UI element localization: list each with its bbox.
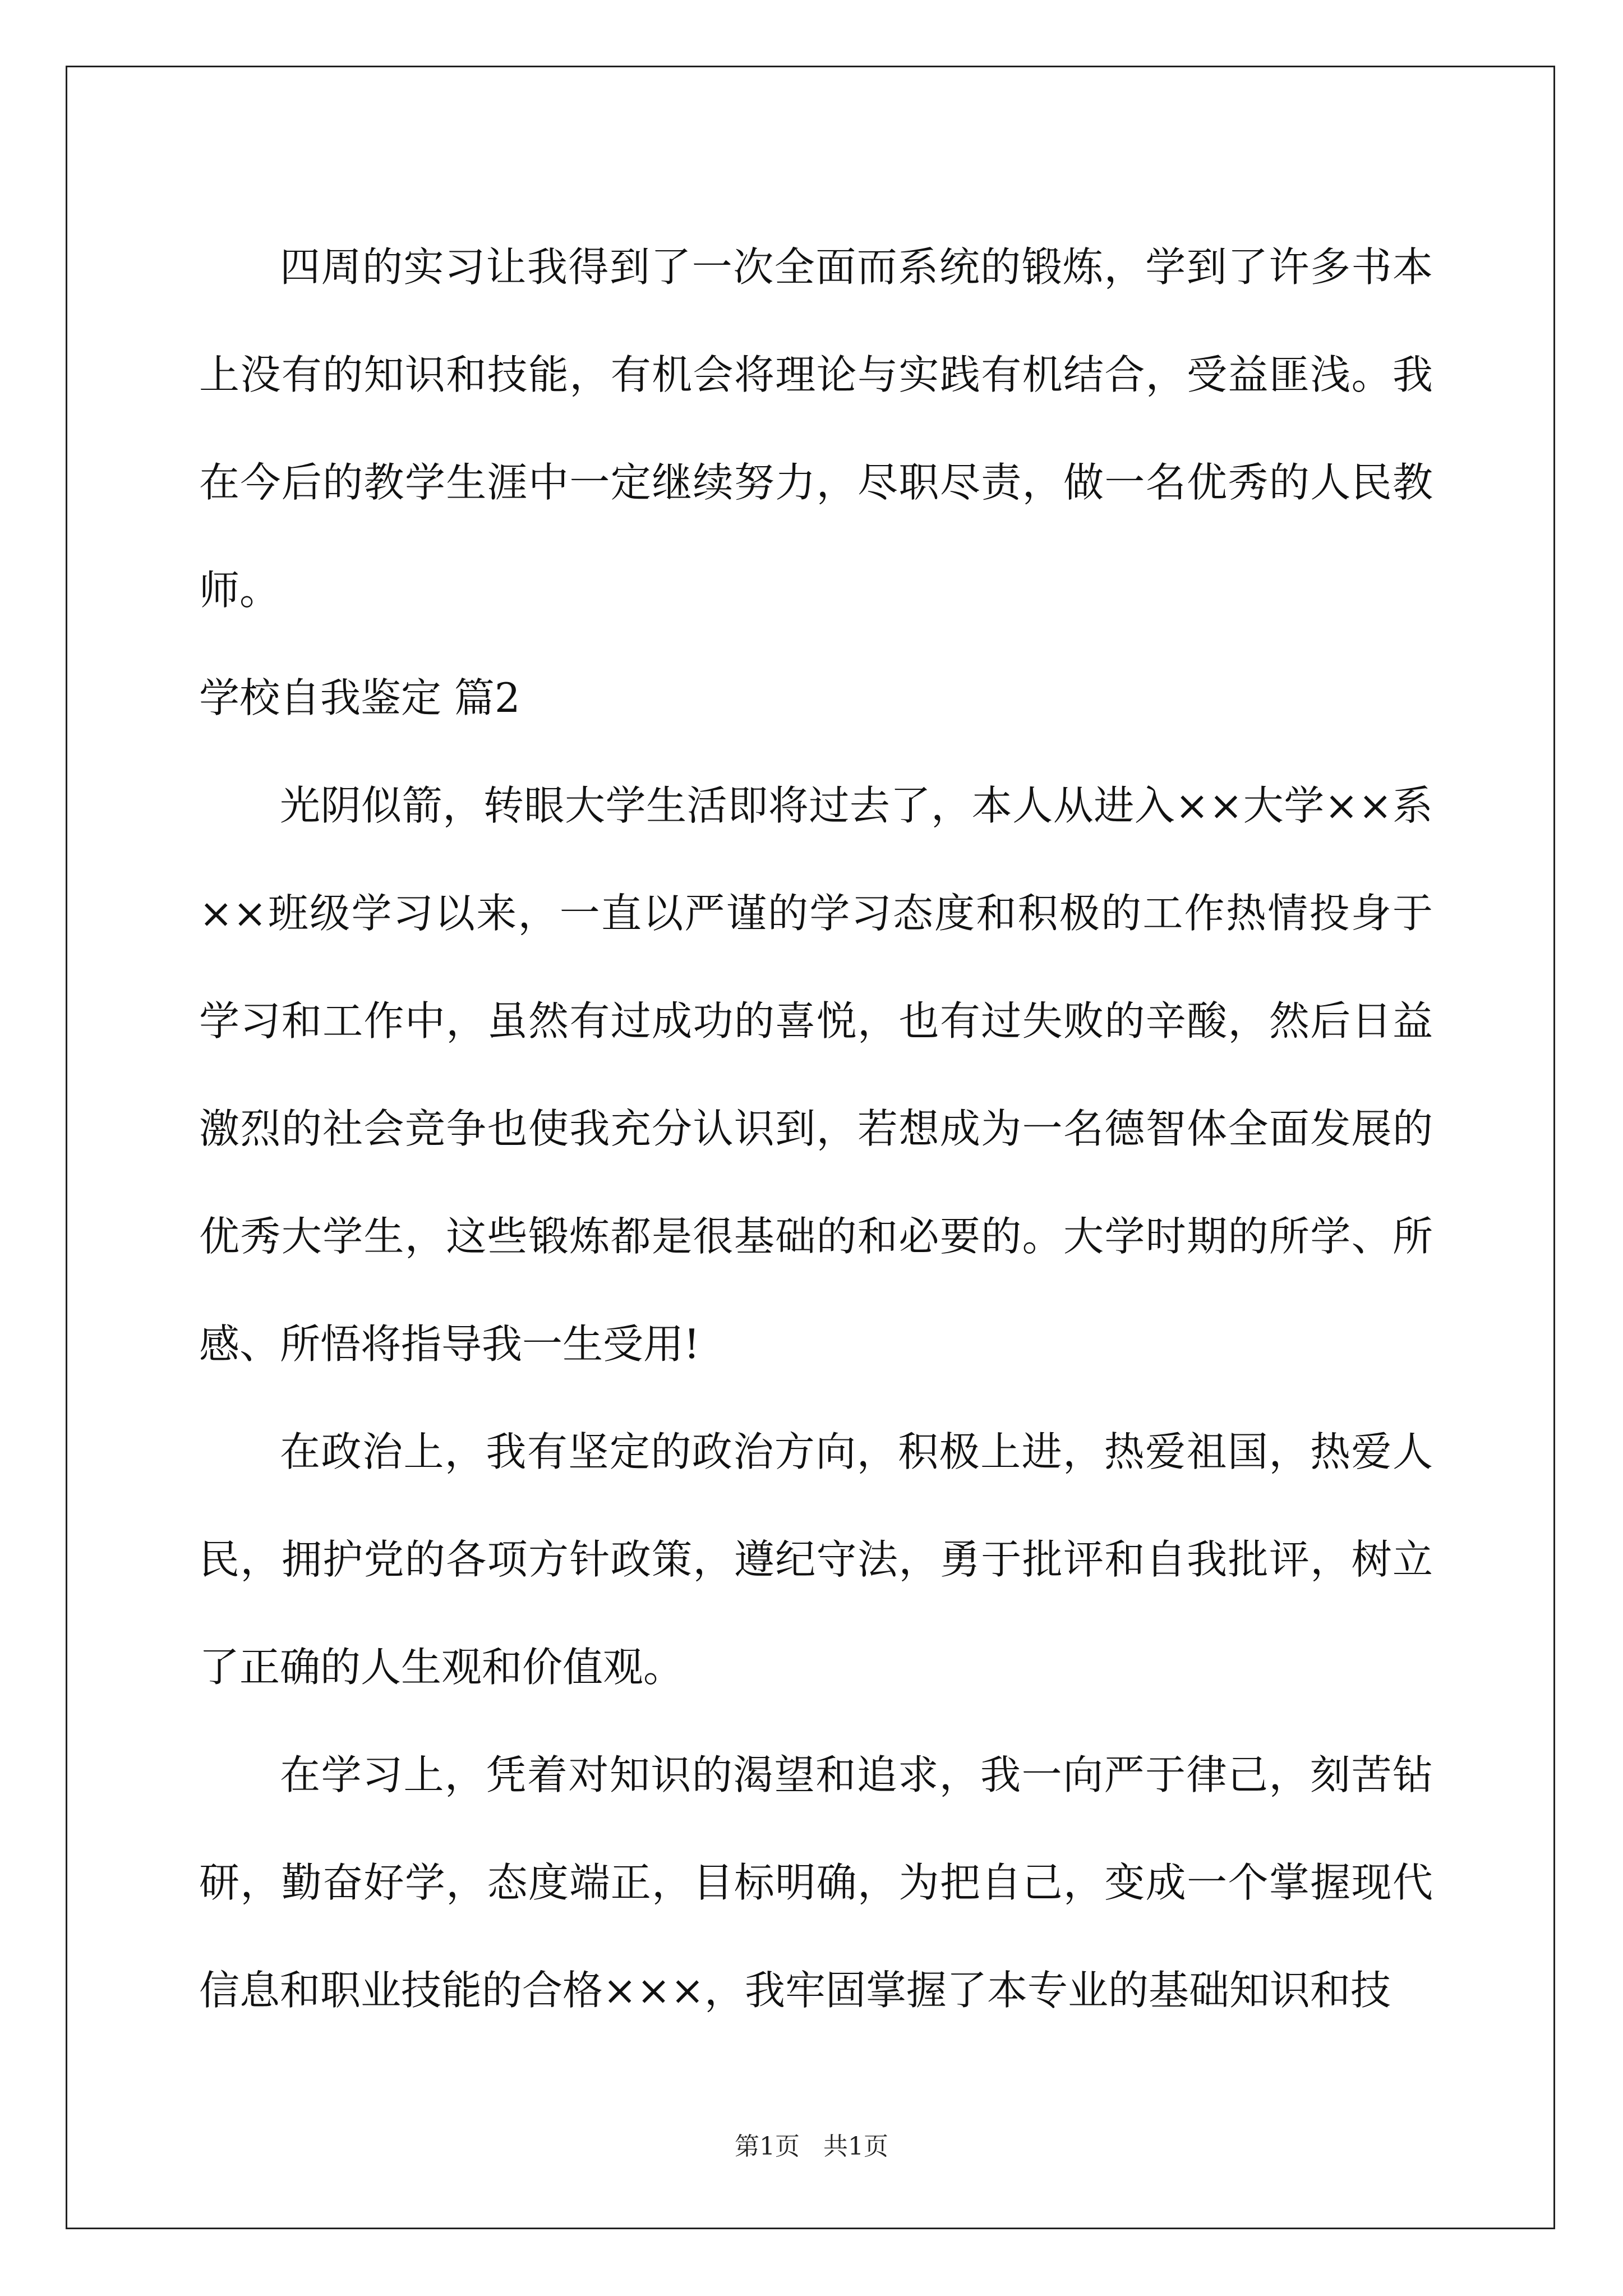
- paragraph-1: 光阴似箭，转眼大学生活即将过去了，本人从进入××大学××系××班级学习以来，一直以严谨的学习态度和积极的工作热情投身于学习和工作中，虽然有过成功的喜悦，也有过失败的辛酸，然后日益激烈的社会竞争也使我充分认识到，若想成为一名德智体全面发展的优秀大学生，这些锻炼都是很基础的和必要的。大学时期的所学、所感、所悟将指导我一生受用!: [199, 782, 1433, 1368]
- section-heading: 学校自我鉴定 篇2: [199, 674, 520, 721]
- document-body: [199, 213, 1433, 2044]
- paragraph-intro: 四周的实习让我得到了一次全面而系统的锻炼，学到了许多书本上没有的知识和技能，有机会将理论与实践有机结合，受益匪浅。我在今后的教学生涯中一定继续努力，尽职尽责，做一名优秀的人民教师。: [199, 243, 1433, 614]
- page-footer: [0, 2126, 1623, 2162]
- paragraph-politics: 在政治上，我有坚定的政治方向，积极上进，热爱祖国，热爱人民，拥护党的各项方针政策，遵纪守法，勇于批评和自我批评，树立了正确的人生观和价值观。: [199, 1428, 1433, 1691]
- page-total: 共1页: [823, 2132, 888, 2161]
- page-number: 第1页: [735, 2132, 800, 2161]
- paragraph-study: 在学习上，凭着对知识的渴望和追求，我一向严于律己，刻苦钻研，勤奋好学，态度端正，目标明确，为把自己，变成一个掌握现代信息和职业技能的合格×××，我牢固掌握了本专业的基础知识和技: [199, 1751, 1433, 2014]
